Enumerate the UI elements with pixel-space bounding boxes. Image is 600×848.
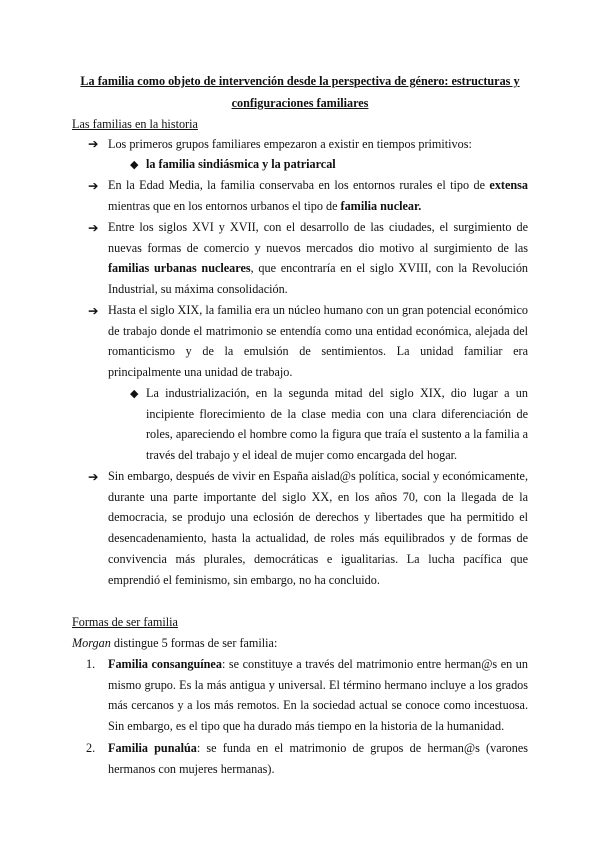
arrow-right-icon: ➔ [88,470,99,484]
section-heading-history: Las familias en la historia [72,117,198,131]
section-intro: Morgan distingue 5 formas de ser familia: [72,636,278,650]
arrow-right-icon: ➔ [88,137,99,151]
arrow-right-icon: ➔ [88,221,99,235]
bullet-text: Entre los siglos XVI y XVII, con el desarrollo de las ciudades, el surgimiento de nuevas formas de comercio y nuevos mercados dio motivo al surgimiento de las familias urbanas nucleares, que encontraría en el siglo XVIII, con la Revolución Industrial, su máxima consolidación. [108,220,529,297]
arrow-right-icon: ➔ [88,304,99,318]
bullet-text: Hasta el siglo XIX, la familia era un núcleo humano con un gran potencial económico de trabajo donde el matrimonio se entendía como una entidad económica, alejada del romanticismo y de la emulsión de sentimientos. La unidad familiar era principalmente una unidad de trabajo. [108,303,528,380]
subbullet-text: La industrialización, en la segunda mitad del siglo XIX, dio lugar a un incipiente florecimiento de la clase media con una clara diferenciación de roles, apareciendo el hombre como la figura que traía el sustento a la familia a través del trabajo y el ideal de mujer como encargada del hogar. [146,386,528,463]
section-heading-forms: Formas de ser familia [72,615,178,629]
bullet-text: En la Edad Media, la familia conservaba en los entornos rurales el tipo de extensa mientras que en los entornos urbanos el tipo de familia nuclear. [108,178,528,213]
list-number: 2. [86,741,96,755]
bullet-text: Sin embargo, después de vivir en España aislad@s política, social y económicamente, durante una parte importante del siglo XX, en los años 70, con la llegada de la democracia, se produjo una eclosión de derechos y libertades que ha permitido el desencadenamiento, hasta la actualidad, de roles más equilibrados y de formas de convivencia más plurales, democráticas e igualitarias. La lucha pacífica que emprendió el feminismo, sin embargo, no ha concluido. [108,469,528,587]
document-title: La familia como objeto de intervención desde la perspectiva de género: estructuras y configuraciones familiares [80,74,520,110]
diamond-icon: ◆ [130,159,139,171]
bullet-text: Los primeros grupos familiares empezaron a existir en tiempos primitivos: [108,137,472,151]
list-number: 1. [86,657,96,671]
list-item: Familia punalúa: se funda en el matrimonio de grupos de herman@s (varones hermanos con mujeres hermanas). [108,741,528,776]
subbullet-text: la familia sindiásmica y la patriarcal [146,157,336,171]
arrow-right-icon: ➔ [88,179,99,193]
list-item: Familia consanguínea: se constituye a través del matrimonio entre herman@s en un mismo grupo. Es la más antigua y universal. El término hermano incluye a los grados más cercanos y a los más remotos. En la sociedad actual se conoce como incestuosa. Sin embargo, es el tipo que ha durado más tiempo en la historia de la humanidad. [108,657,528,734]
diamond-icon: ◆ [130,388,139,400]
